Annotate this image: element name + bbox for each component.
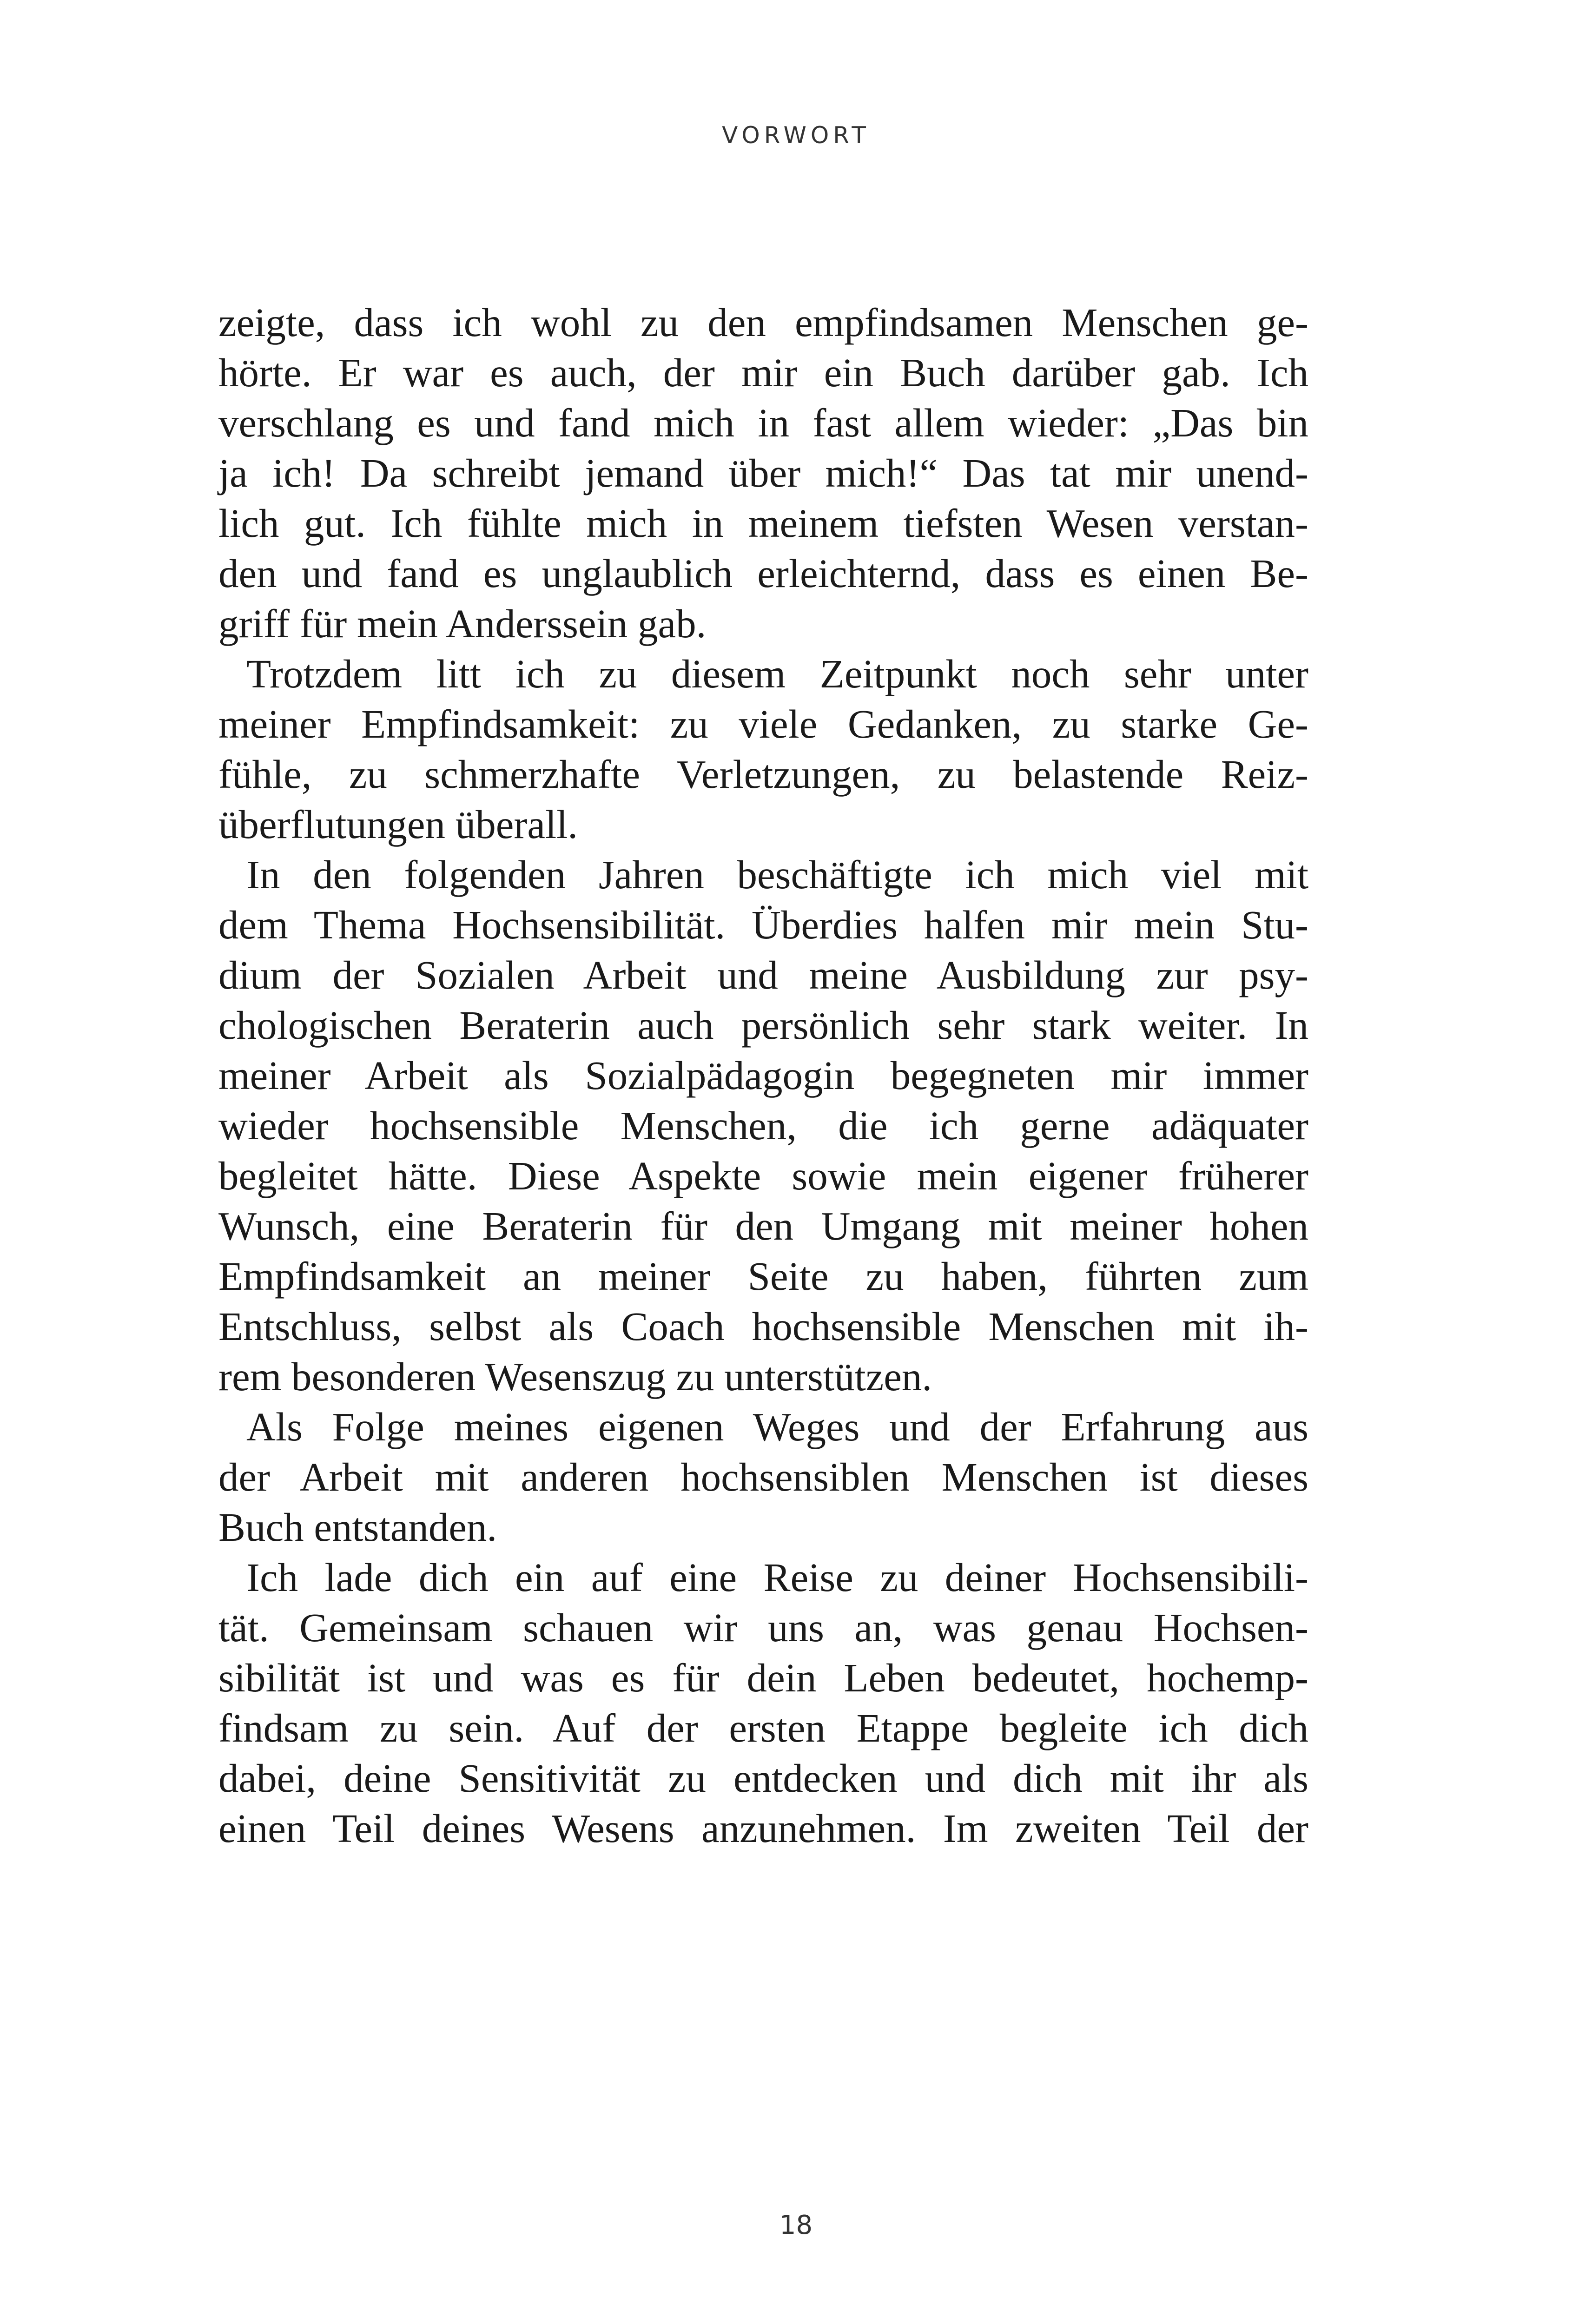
page-number: 18: [779, 2210, 813, 2240]
text-line: Empfindsamkeit an meiner Seite zu haben, führten zum: [218, 1254, 1308, 1299]
text-line: chologischen Beraterin auch persönlich sehr stark weiter. In: [218, 1003, 1308, 1048]
text-line: tät. Gemeinsam schauen wir uns an, was genau Hochsen-: [218, 1605, 1308, 1650]
text-line: einen Teil deines Wesens anzunehmen. Im zweiten Teil der: [218, 1806, 1308, 1851]
text-line: den und fand es unglaublich erleichternd, dass es einen Be-: [218, 551, 1308, 596]
text-line: dem Thema Hochsensibilität. Überdies halfen mir mein Stu-: [218, 902, 1308, 947]
text-line: fühle, zu schmerzhafte Verletzungen, zu belastende Reiz-: [218, 752, 1308, 797]
text-line: der Arbeit mit anderen hochsensiblen Menschen ist dieses: [218, 1454, 1308, 1499]
text-line: sibilität ist und was es für dein Leben bedeutet, hochemp-: [218, 1655, 1308, 1700]
text-line: lich gut. Ich fühlte mich in meinem tiefsten Wesen verstan-: [218, 501, 1308, 546]
text-line: ja ich! Da schreibt jemand über mich!“ Das tat mir unend-: [218, 450, 1308, 495]
running-head: VORWORT: [722, 122, 870, 149]
body-text: [218, 297, 1308, 1854]
text-line: verschlang es und fand mich in fast allem wieder: „Das bin: [218, 400, 1308, 445]
text-line: findsam zu sein. Auf der ersten Etappe begleite ich dich: [218, 1705, 1308, 1750]
text-line: dium der Sozialen Arbeit und meine Ausbildung zur psy-: [218, 952, 1308, 997]
text-line: Entschluss, selbst als Coach hochsensible Menschen mit ih-: [218, 1304, 1308, 1349]
text-line: überflutungen überall.: [218, 802, 578, 847]
text-line: meiner Empfindsamkeit: zu viele Gedanken, zu starke Ge-: [218, 701, 1308, 746]
text-line: Als Folge meines eigenen Weges und der Erfahrung aus: [246, 1404, 1308, 1449]
text-line: griff für mein Anderssein gab.: [218, 601, 707, 646]
text-line: dabei, deine Sensitivität zu entdecken und dich mit ihr als: [218, 1756, 1308, 1801]
text-line: begleitet hätte. Diese Aspekte sowie mein eigener früherer: [218, 1153, 1308, 1198]
text-line: meiner Arbeit als Sozialpädagogin begegneten mir immer: [218, 1053, 1308, 1098]
text-line: wieder hochsensible Menschen, die ich gerne adäquater: [218, 1103, 1308, 1148]
text-line: In den folgenden Jahren beschäftigte ich mich viel mit: [246, 852, 1308, 897]
text-line: Ich lade dich ein auf eine Reise zu deiner Hochsensibili-: [246, 1555, 1308, 1600]
text-line: Buch entstanden.: [218, 1505, 497, 1550]
text-line: Trotzdem litt ich zu diesem Zeitpunkt noch sehr unter: [246, 651, 1308, 696]
text-line: hörte. Er war es auch, der mir ein Buch darüber gab. Ich: [218, 350, 1308, 395]
text-line: zeigte, dass ich wohl zu den empfindsamen Menschen ge-: [218, 300, 1308, 345]
text-line: rem besonderen Wesenszug zu unterstützen.: [218, 1354, 932, 1399]
text-line: Wunsch, eine Beraterin für den Umgang mit meiner hohen: [218, 1203, 1308, 1248]
